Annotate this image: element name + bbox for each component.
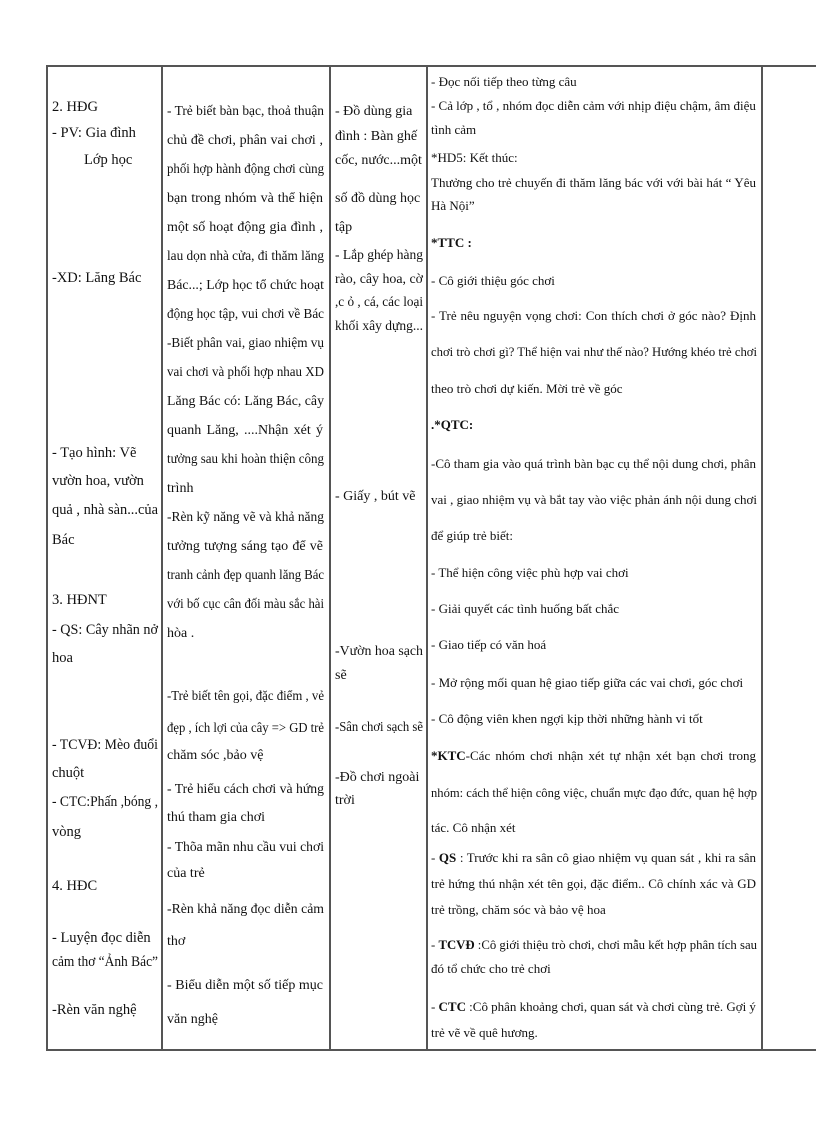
procedure-line xyxy=(431,901,757,919)
procedure-line xyxy=(431,747,757,765)
materials-line: tập xyxy=(335,220,353,235)
line-text: - Giao tiếp có văn hoá xyxy=(431,637,547,652)
line-text: -Các nhóm chơi nhận xét tự nhận xét bạn chơi trong xyxy=(465,748,757,763)
bold-label: QS xyxy=(438,850,457,865)
materials-line: rào, cây hoa, cờ xyxy=(335,272,424,287)
procedure-line xyxy=(431,564,757,582)
objectives-line: tranh cảnh đẹp quanh lăng Bác xyxy=(167,568,324,583)
line-text: theo trò chơi dự kiến. Mời trẻ về góc xyxy=(431,381,623,396)
activity-line: Lớp học xyxy=(84,152,133,168)
line-text: - Đọc nối tiếp theo từng câu xyxy=(431,74,577,89)
materials-line: khối xây dựng... xyxy=(335,319,424,334)
objectives-line: trình xyxy=(167,481,194,496)
line-text: chơi trò chơi gì? Thể hiện vai như thế nào? Hướng khéo trẻ chơi xyxy=(431,344,758,359)
procedure-line xyxy=(431,416,757,434)
objectives-line: bạn trong nhóm và thể hiện xyxy=(167,191,323,206)
bold-label: *KTC xyxy=(431,748,466,763)
column-divider xyxy=(329,65,331,1051)
objectives-line: văn nghệ xyxy=(167,1012,218,1027)
line-text: trẻ trồng, chăm sóc và bảo vệ hoa xyxy=(431,902,606,917)
line-text: tình cảm xyxy=(431,122,477,137)
line-text: - Thể hiện công việc phù hợp vai chơi xyxy=(431,565,629,580)
objectives-line: phối hợp hành động chơi cùng xyxy=(167,162,325,177)
objectives-line: với bố cục cân đối màu sắc hài xyxy=(167,597,325,612)
activity-line: 2. HĐG xyxy=(52,99,98,115)
activity-line: - Tạo hình: Vẽ xyxy=(52,445,137,461)
materials-line: -Đồ chơi ngoài xyxy=(335,770,420,785)
objectives-line: lau dọn nhà cửa, đi thăm lăng xyxy=(167,249,325,264)
procedure-line xyxy=(431,272,757,290)
procedure-line xyxy=(431,674,757,692)
bold-label: *TTC : xyxy=(431,235,472,250)
objectives-line: tưởng sau khi hoàn thiện công xyxy=(167,452,324,467)
procedure-line xyxy=(431,636,757,654)
objectives-line: thú tham gia chơi xyxy=(167,810,265,825)
objectives-line: - Trẻ biết bàn bạc, thoả thuận xyxy=(167,104,324,119)
line-text: nhóm: cách thể hiện công việc, chuẩn mực đạo đức, quan hệ hợp xyxy=(431,785,757,800)
line-text: : Trước khi ra sân cô giao nhiệm vụ quan sát , khi ra sân xyxy=(456,850,757,865)
materials-line: số đồ dùng học xyxy=(335,191,421,206)
objectives-line: - Trẻ hiểu cách chơi và hứng xyxy=(167,782,325,797)
materials-line: đình : Bàn ghế xyxy=(335,129,418,144)
objectives-line: của trẻ xyxy=(167,866,205,881)
line-text: - Cô giới thiệu góc chơi xyxy=(431,273,555,288)
objectives-line: chăm sóc ,bảo vệ xyxy=(167,748,264,763)
line-text: :Cô phân khoảng chơi, quan sát và chơi cùng trẻ. Gợi ý xyxy=(465,999,756,1014)
procedure-line xyxy=(431,197,757,215)
objectives-line: Lăng Bác có: Lăng Bác, cây xyxy=(167,394,325,409)
procedure-line xyxy=(431,73,757,91)
activity-line: - TCVĐ: Mèo đuổi xyxy=(52,737,159,753)
line-text: *HD5: Kết thúc: xyxy=(431,150,518,165)
line-text: tác. Cô nhận xét xyxy=(431,820,516,835)
objectives-line: - Thõa mãn nhu cầu vui chơi xyxy=(167,840,325,855)
procedure-line xyxy=(431,234,757,252)
objectives-line: thơ xyxy=(167,934,186,949)
materials-line: -Sân chơi sạch sẽ xyxy=(335,720,424,735)
objectives-line: một số hoạt động gia đình , xyxy=(167,220,324,235)
line-text: :Cô giới thiệu trò chơi, chơi mẫu kết hợp phân tích sau xyxy=(474,937,758,952)
procedure-line xyxy=(431,307,757,325)
objectives-line: động học tập, vui chơi về Bác xyxy=(167,307,325,322)
activity-line: 3. HĐNT xyxy=(52,592,107,608)
line-text: - Cô động viên khen ngợi kịp thời những hành vi tốt xyxy=(431,711,703,726)
procedure-line xyxy=(431,960,757,978)
table-left-border xyxy=(46,65,48,1051)
activity-line: - Luyện đọc diễn xyxy=(52,930,151,946)
line-text: - Mở rộng mối quan hệ giao tiếp giữa các vai chơi, góc chơi xyxy=(431,675,744,690)
objectives-line: -Biết phân vai, giao nhiệm vụ xyxy=(167,336,325,351)
objectives-line: Bác...; Lớp học tổ chức hoạt xyxy=(167,278,325,293)
activity-line: chuột xyxy=(52,765,85,781)
column-divider xyxy=(761,65,763,1051)
line-text: vai , giao nhiệm vụ và bắt tay vào việc phản ánh nội dung chơi xyxy=(431,492,758,507)
bullet: - xyxy=(431,850,439,865)
procedure-line xyxy=(431,455,757,473)
procedure-line xyxy=(431,710,757,728)
activity-line: - PV: Gia đình xyxy=(52,125,136,141)
procedure-line xyxy=(431,174,757,192)
objectives-line: tưởng tượng sáng tạo để vẽ xyxy=(167,539,324,554)
activity-line: - QS: Cây nhãn nở xyxy=(52,622,158,638)
procedure-line xyxy=(431,784,757,802)
activity-line: vườn hoa, vườn xyxy=(52,473,144,489)
line-text: trẻ vẽ về quê hương. xyxy=(431,1025,538,1040)
column-divider xyxy=(426,65,428,1051)
materials-line: -Vườn hoa sạch xyxy=(335,644,423,659)
bold-label: CTC xyxy=(438,999,466,1014)
procedure-line xyxy=(431,343,758,361)
materials-line: - Lắp ghép hàng xyxy=(335,248,423,263)
procedure-line xyxy=(431,600,757,618)
bold-label: TCVĐ xyxy=(438,937,475,952)
activity-line: Bác xyxy=(52,532,75,548)
bold-label: .*QTC: xyxy=(431,417,474,432)
activity-line: cảm thơ “Ảnh Bác” xyxy=(52,954,158,970)
objectives-line: -Rèn kỹ năng vẽ và khả năng xyxy=(167,510,324,525)
procedure-line xyxy=(431,491,757,509)
activity-line: 4. HĐC xyxy=(52,878,98,894)
line-text: Hà Nội” xyxy=(431,198,475,213)
line-text: trẻ hứng thú nhận xét tên gọi, đặc điểm.. Cô chính xác và GD xyxy=(431,876,757,891)
line-text: - Cả lớp , tổ , nhóm đọc diễn cảm với nhịp điệu chậm, âm điệu xyxy=(431,98,756,113)
activity-line: -XD: Lăng Bác xyxy=(52,270,142,286)
materials-line: trời xyxy=(335,793,355,808)
objectives-line: - Biểu diễn một số tiếp mục xyxy=(167,978,324,993)
procedure-line xyxy=(431,1024,757,1042)
objectives-line: quanh Lăng, ....Nhận xét ý xyxy=(167,423,323,438)
procedure-line xyxy=(431,527,757,545)
activity-line: vòng xyxy=(52,824,81,840)
procedure-line xyxy=(431,849,757,867)
objectives-line: đẹp , ích lợi của cây => GD trẻ xyxy=(167,721,325,736)
line-text: Thưởng cho trẻ chuyến đi thăm lăng bác với với bài hát “ Yêu xyxy=(431,175,757,190)
line-text: - Giải quyết các tình huống bất chắc xyxy=(431,601,620,616)
materials-line: ,c ỏ , cá, các loại xyxy=(335,295,424,310)
objectives-line: vai chơi và phối hợp nhau XD xyxy=(167,365,324,380)
line-text: -Cô tham gia vào quá trình bàn bạc cụ thể nội dung chơi, phân xyxy=(431,456,756,471)
materials-line: cốc, nước...một xyxy=(335,153,422,168)
procedure-line xyxy=(431,380,757,398)
column-divider xyxy=(161,65,163,1051)
objectives-line: -Rèn khả năng đọc diễn cảm xyxy=(167,902,325,917)
procedure-line xyxy=(431,121,757,139)
activity-line: quả , nhà sàn...của xyxy=(52,502,158,518)
materials-line: - Giấy , bút vẽ xyxy=(335,489,416,504)
activity-line: -Rèn văn nghệ xyxy=(52,1002,137,1018)
line-text: để giúp trẻ biết: xyxy=(431,528,513,543)
objectives-line: chủ đề chơi, phân vai chơi , xyxy=(167,133,324,148)
procedure-line xyxy=(431,149,757,167)
procedure-line xyxy=(431,998,757,1016)
line-text: đó tổ chức cho trẻ chơi xyxy=(431,961,551,976)
procedure-line xyxy=(431,819,757,837)
procedure-line xyxy=(431,875,757,893)
objectives-line: -Trẻ biết tên gọi, đặc điểm , vẻ xyxy=(167,689,325,704)
objectives-line: hòa . xyxy=(167,626,195,641)
activity-line: - CTC:Phấn ,bóng , xyxy=(52,794,159,810)
materials-line: sẽ xyxy=(335,668,347,683)
procedure-line xyxy=(431,936,758,954)
procedure-line xyxy=(431,97,757,115)
bullet: - xyxy=(431,937,439,952)
materials-line: - Đồ dùng gia xyxy=(335,104,413,119)
line-text: - Trẻ nêu nguyện vọng chơi: Con thích chơi ở góc nào? Định xyxy=(431,308,756,323)
activity-line: hoa xyxy=(52,650,73,666)
bullet: - xyxy=(431,999,439,1014)
